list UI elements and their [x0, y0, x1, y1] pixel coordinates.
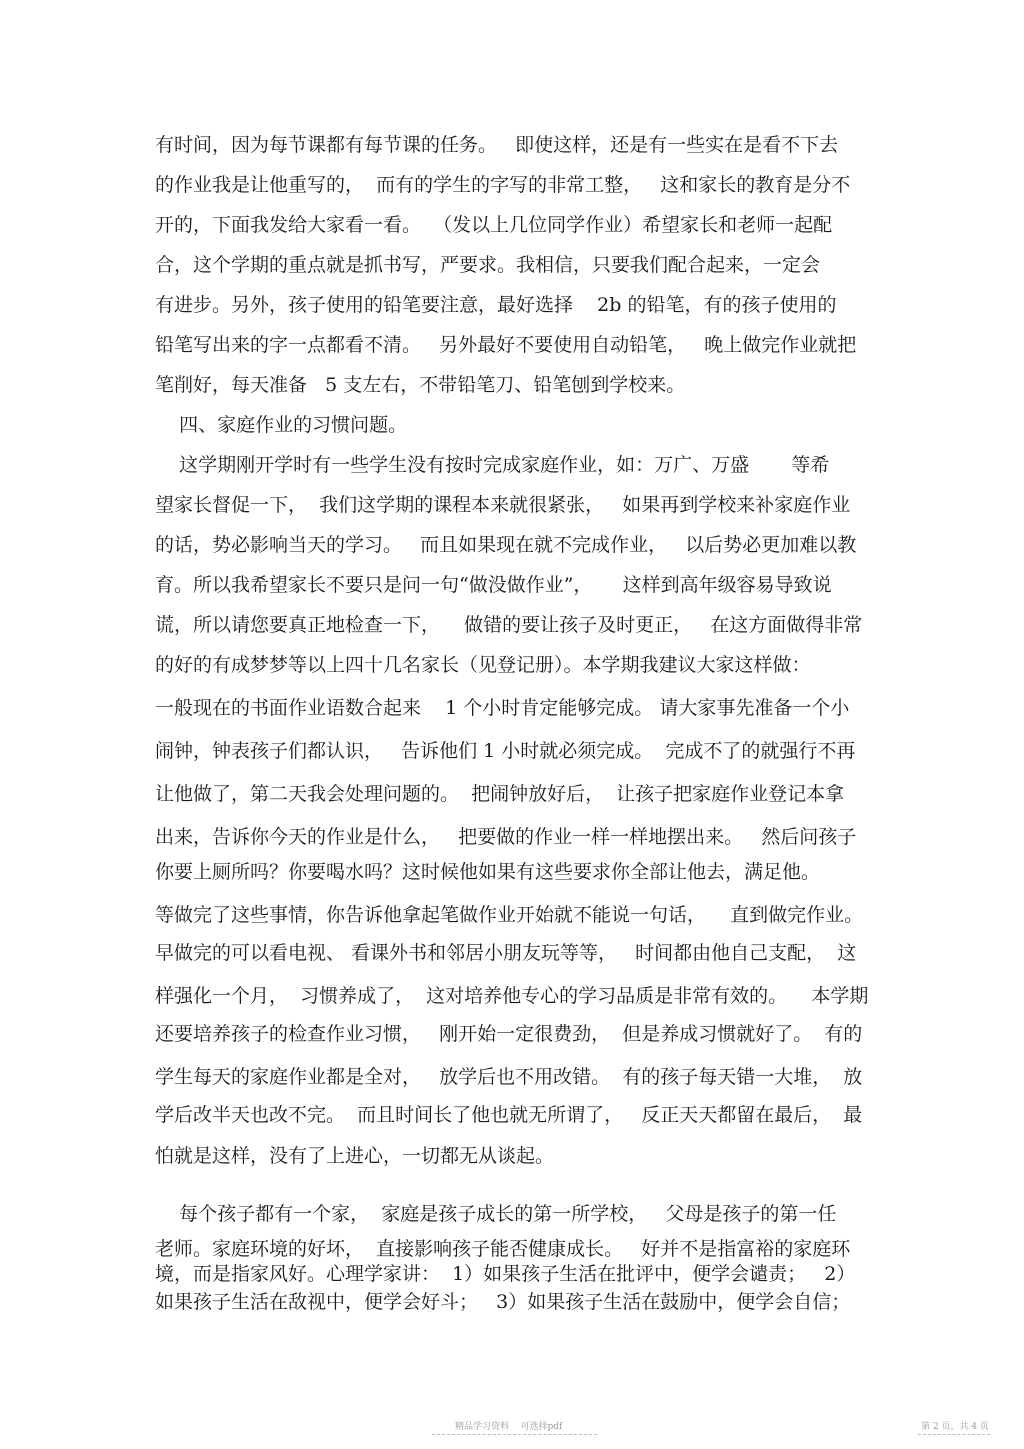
text-line: 还要培养孩子的检查作业习惯， 刚开始一定很费劲， 但是养成习惯就好了。 有的: [155, 1023, 863, 1045]
text-line: 你要上厕所吗？你要喝水吗？这时候他如果有这些要求你全部让他去，满足他。: [155, 861, 821, 883]
text-line: 闹钟，钟表孩子们都认识， 告诉他们 1 小时就必须完成。 完成不了的就强行不再: [155, 740, 856, 762]
text-line: 学后改半天也改不完。 而且时间长了他也就无所谓了， 反正天天都留在最后， 最: [155, 1104, 863, 1126]
text-line: 如果孩子生活在敌视中，便学会好斗； 3）如果孩子生活在鼓励中，便学会自信；: [155, 1291, 851, 1313]
text-line: 的好的有成梦梦等以上四十几名家长（见登记册）。本学期我建议大家这样做：: [155, 654, 811, 676]
text-line: 让他做了，第二天我会处理问题的。 把闹钟放好后， 让孩子把家庭作业登记本拿: [155, 783, 845, 805]
footer-divider: [432, 1434, 597, 1435]
text-line: 等做完了这些事情，你告诉他拿起笔做作业开始就不能说一句话， 直到做完作业。: [155, 904, 864, 926]
text-line: 的话，势必影响当天的学习。 而且如果现在就不完成作业， 以后势必更加难以教: [155, 534, 857, 556]
footer-watermark: 精品学习资料 可选择pdf: [455, 1422, 563, 1432]
text-line: 境，而是指家风好。心理学家讲： 1）如果孩子生活在批评中，便学会谴责； 2）: [155, 1263, 856, 1285]
footer-divider: [918, 1434, 990, 1435]
section-heading: 四、家庭作业的习惯问题。: [155, 414, 408, 436]
text-line: 早做完的可以看电视、 看课外书和邻居小朋友玩等等， 时间都由他自己支配， 这: [155, 942, 857, 964]
text-line: 笔削好，每天准备 5 支左右，不带铅笔刀、铅笔刨到学校来。: [155, 374, 686, 396]
text-line: 有时间，因为每节课都有每节课的任务。 即使这样，还是有一些实在是看不下去: [155, 134, 839, 156]
text-line: 老师。家庭环境的好坏， 直接影响孩子能否健康成长。 好并不是指富裕的家庭环: [155, 1238, 851, 1260]
text-line: 这学期刚开学时有一些学生没有按时完成家庭作业，如：万广、万盛 等希: [155, 454, 830, 476]
page-number: 第 2 页，共 4 页: [921, 1422, 989, 1432]
text-line: 谎，所以请您要真正地检查一下， 做错的要让孩子及时更正， 在这方面做得非常: [155, 614, 863, 636]
text-line: 的作业我是让他重写的， 而有的学生的字写的非常工整， 这和家长的教育是分不: [155, 174, 851, 196]
text-line: 一般现在的书面作业语数合起来 1 个小时肯定能够完成。 请大家事先准备一个小: [155, 697, 850, 719]
text-line: 有进步。另外，孩子使用的铅笔要注意，最好选择 2b 的铅笔，有的孩子使用的: [155, 294, 837, 316]
text-line: 怕就是这样，没有了上进心，一切都无从谈起。: [155, 1145, 555, 1167]
text-line: 铅笔写出来的字一点都看不清。 另外最好不要使用自动铅笔， 晚上做完作业就把: [155, 334, 857, 356]
text-line: 样强化一个月， 习惯养成了， 这对培养他专心的学习品质是非常有效的。 本学期: [155, 985, 869, 1007]
text-line: 开的，下面我发给大家看一看。 （发以上几位同学作业）希望家长和老师一起配: [155, 214, 833, 236]
text-line: 每个孩子都有一个家， 家庭是孩子成长的第一所学校， 父母是孩子的第一任: [155, 1203, 837, 1225]
text-line: 出来，告诉你今天的作业是什么， 把要做的作业一样一样地摆出来。 然后问孩子: [155, 826, 857, 848]
text-line: 育。所以我希望家长不要只是问一句“做没做作业”， 这样到高年级容易导致说: [155, 574, 832, 596]
text-line: 学生每天的家庭作业都是全对， 放学后也不用改错。 有的孩子每天错一大堆， 放: [155, 1066, 863, 1088]
text-line: 望家长督促一下， 我们这学期的课程本来就很紧张， 如果再到学校来补家庭作业: [155, 494, 851, 516]
text-line: 合，这个学期的重点就是抓书写，严要求。我相信，只要我们配合起来，一定会: [155, 254, 821, 276]
